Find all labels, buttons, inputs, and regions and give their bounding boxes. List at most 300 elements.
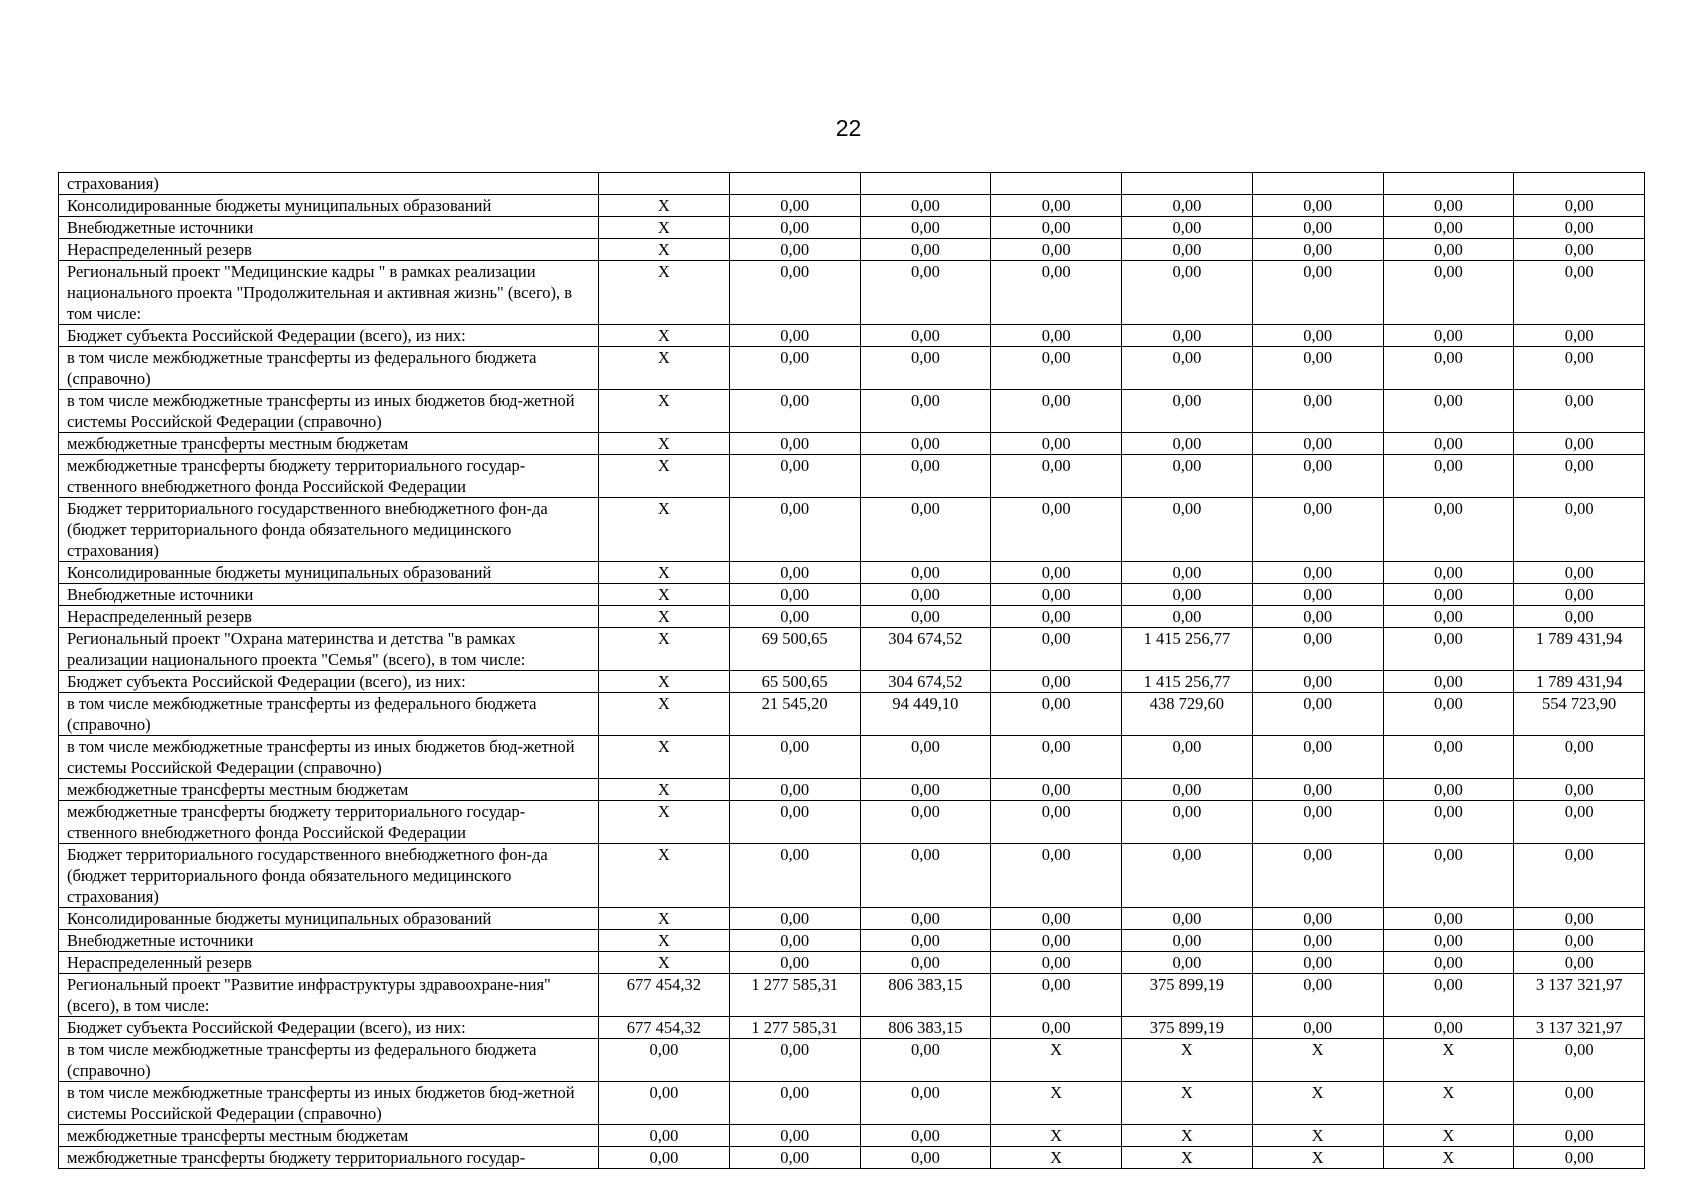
value-cell: 0,00 xyxy=(1252,908,1383,930)
value-cell: 0,00 xyxy=(1383,261,1514,325)
value-cell: 3 137 321,97 xyxy=(1514,974,1645,1017)
row-label: Региональный проект "Развитие инфраструктуры здравоохране-ния" (всего), в том числе: xyxy=(59,974,599,1017)
value-cell: 0,00 xyxy=(599,1125,730,1147)
table-row xyxy=(59,844,1645,908)
value-cell: 0,00 xyxy=(1122,433,1253,455)
value-cell: 21 545,20 xyxy=(729,693,860,736)
value-cell: 0,00 xyxy=(860,261,991,325)
value-cell: 0,00 xyxy=(1383,606,1514,628)
value-cell: X xyxy=(599,562,730,584)
value-cell: 0,00 xyxy=(860,195,991,217)
value-cell xyxy=(1252,173,1383,195)
value-cell: 0,00 xyxy=(729,498,860,562)
value-cell: 0,00 xyxy=(729,930,860,952)
row-label: в том числе межбюджетные трансферты из федерального бюджета (справочно) xyxy=(59,347,599,390)
value-cell: 438 729,60 xyxy=(1122,693,1253,736)
value-cell: 0,00 xyxy=(1514,195,1645,217)
value-cell: X xyxy=(1122,1147,1253,1169)
value-cell: 0,00 xyxy=(1122,498,1253,562)
value-cell: 0,00 xyxy=(1122,952,1253,974)
row-label: Бюджет субъекта Российской Федерации (всего), из них: xyxy=(59,325,599,347)
value-cell: 0,00 xyxy=(1514,584,1645,606)
value-cell: 0,00 xyxy=(860,347,991,390)
value-cell: 0,00 xyxy=(1514,455,1645,498)
row-label: в том числе межбюджетные трансферты из федерального бюджета (справочно) xyxy=(59,693,599,736)
value-cell: 0,00 xyxy=(991,562,1122,584)
value-cell: 65 500,65 xyxy=(729,671,860,693)
value-cell: X xyxy=(991,1082,1122,1125)
value-cell: 0,00 xyxy=(1514,908,1645,930)
table-row xyxy=(59,628,1645,671)
value-cell: 0,00 xyxy=(860,930,991,952)
value-cell: 0,00 xyxy=(599,1082,730,1125)
value-cell: 0,00 xyxy=(1514,1082,1645,1125)
row-label: Бюджет территориального государственного внебюджетного фон-да (бюджет территориального фонда обязательного медицинского страхования) xyxy=(59,844,599,908)
value-cell: 375 899,19 xyxy=(1122,974,1253,1017)
value-cell: X xyxy=(599,908,730,930)
table-row xyxy=(59,584,1645,606)
value-cell: 0,00 xyxy=(1122,347,1253,390)
value-cell: 0,00 xyxy=(991,433,1122,455)
value-cell: 0,00 xyxy=(860,844,991,908)
value-cell: 0,00 xyxy=(729,584,860,606)
value-cell: 0,00 xyxy=(1514,433,1645,455)
value-cell: 0,00 xyxy=(1383,974,1514,1017)
row-label: межбюджетные трансферты местным бюджетам xyxy=(59,779,599,801)
value-cell: 0,00 xyxy=(1122,217,1253,239)
value-cell: 0,00 xyxy=(991,455,1122,498)
value-cell: 94 449,10 xyxy=(860,693,991,736)
value-cell: 0,00 xyxy=(1252,801,1383,844)
value-cell: 0,00 xyxy=(1383,217,1514,239)
value-cell: 0,00 xyxy=(1122,239,1253,261)
value-cell: X xyxy=(599,261,730,325)
value-cell: 0,00 xyxy=(991,239,1122,261)
value-cell: 0,00 xyxy=(729,952,860,974)
table-row xyxy=(59,1082,1645,1125)
table-row xyxy=(59,347,1645,390)
value-cell: 1 415 256,77 xyxy=(1122,671,1253,693)
value-cell: 0,00 xyxy=(1514,261,1645,325)
row-label: Бюджет субъекта Российской Федерации (всего), из них: xyxy=(59,671,599,693)
value-cell: 0,00 xyxy=(991,628,1122,671)
value-cell: 0,00 xyxy=(1383,433,1514,455)
value-cell: 1 415 256,77 xyxy=(1122,628,1253,671)
value-cell: 0,00 xyxy=(1514,801,1645,844)
table-row xyxy=(59,606,1645,628)
value-cell: 0,00 xyxy=(729,455,860,498)
value-cell: 0,00 xyxy=(1252,347,1383,390)
row-label: Региональный проект "Охрана материнства и детства "в рамках реализации национального проекта "Семья" (всего), в том числе: xyxy=(59,628,599,671)
value-cell: 0,00 xyxy=(1383,325,1514,347)
value-cell: 0,00 xyxy=(599,1039,730,1082)
value-cell: 0,00 xyxy=(991,606,1122,628)
value-cell: 0,00 xyxy=(729,562,860,584)
value-cell: X xyxy=(991,1125,1122,1147)
value-cell: 0,00 xyxy=(1383,952,1514,974)
value-cell: 0,00 xyxy=(1122,390,1253,433)
table-row xyxy=(59,390,1645,433)
value-cell: 0,00 xyxy=(991,347,1122,390)
value-cell: 0,00 xyxy=(1122,844,1253,908)
page-number: 22 xyxy=(835,115,862,141)
value-cell: 0,00 xyxy=(1383,671,1514,693)
value-cell: 0,00 xyxy=(1252,974,1383,1017)
value-cell: 0,00 xyxy=(729,390,860,433)
value-cell: 0,00 xyxy=(860,498,991,562)
value-cell: 0,00 xyxy=(1252,930,1383,952)
value-cell: 0,00 xyxy=(1252,195,1383,217)
value-cell: X xyxy=(599,693,730,736)
value-cell: X xyxy=(1383,1082,1514,1125)
row-label: Внебюджетные источники xyxy=(59,217,599,239)
table-row xyxy=(59,498,1645,562)
row-label: Консолидированные бюджеты муниципальных образований xyxy=(59,908,599,930)
value-cell: 0,00 xyxy=(1383,844,1514,908)
value-cell: 0,00 xyxy=(1514,1039,1645,1082)
value-cell: 0,00 xyxy=(729,801,860,844)
value-cell: 69 500,65 xyxy=(729,628,860,671)
table-row xyxy=(59,562,1645,584)
value-cell: 0,00 xyxy=(991,736,1122,779)
row-label: межбюджетные трансферты бюджету территориального государ-ственного внебюджетного фонда Российской Федерации xyxy=(59,801,599,844)
value-cell: 0,00 xyxy=(1383,801,1514,844)
row-label: Внебюджетные источники xyxy=(59,584,599,606)
value-cell: 0,00 xyxy=(1252,584,1383,606)
row-label: Внебюджетные источники xyxy=(59,930,599,952)
value-cell: 0,00 xyxy=(991,908,1122,930)
value-cell: X xyxy=(599,606,730,628)
value-cell: 0,00 xyxy=(860,584,991,606)
table-row xyxy=(59,325,1645,347)
row-label: в том числе межбюджетные трансферты из иных бюджетов бюд-жетной системы Российской Федерации (справочно) xyxy=(59,390,599,433)
value-cell: X xyxy=(1122,1082,1253,1125)
table-row xyxy=(59,671,1645,693)
value-cell: 0,00 xyxy=(991,217,1122,239)
value-cell: 0,00 xyxy=(729,239,860,261)
value-cell: 0,00 xyxy=(991,584,1122,606)
value-cell: 0,00 xyxy=(1383,736,1514,779)
value-cell: 0,00 xyxy=(860,390,991,433)
value-cell: X xyxy=(1122,1039,1253,1082)
value-cell: 375 899,19 xyxy=(1122,1017,1253,1039)
value-cell: 0,00 xyxy=(1252,952,1383,974)
value-cell: X xyxy=(599,844,730,908)
value-cell xyxy=(991,173,1122,195)
value-cell: 1 277 585,31 xyxy=(729,1017,860,1039)
value-cell: 0,00 xyxy=(729,606,860,628)
value-cell: 0,00 xyxy=(991,952,1122,974)
value-cell: X xyxy=(599,217,730,239)
value-cell: X xyxy=(599,325,730,347)
value-cell: X xyxy=(1252,1125,1383,1147)
value-cell: 0,00 xyxy=(1122,908,1253,930)
value-cell: X xyxy=(1383,1147,1514,1169)
value-cell: X xyxy=(1252,1039,1383,1082)
value-cell: 677 454,32 xyxy=(599,1017,730,1039)
value-cell: 0,00 xyxy=(1122,930,1253,952)
value-cell: 0,00 xyxy=(860,562,991,584)
value-cell: 304 674,52 xyxy=(860,628,991,671)
value-cell: 0,00 xyxy=(991,195,1122,217)
value-cell: X xyxy=(991,1147,1122,1169)
value-cell: X xyxy=(599,433,730,455)
value-cell: 0,00 xyxy=(1252,606,1383,628)
row-label: Бюджет территориального государственного внебюджетного фон-да (бюджет территориального фонда обязательного медицинского страхования) xyxy=(59,498,599,562)
value-cell: 0,00 xyxy=(860,606,991,628)
row-label: в том числе межбюджетные трансферты из иных бюджетов бюд-жетной системы Российской Федерации (справочно) xyxy=(59,736,599,779)
value-cell: 0,00 xyxy=(1252,498,1383,562)
value-cell: 0,00 xyxy=(1514,217,1645,239)
value-cell: X xyxy=(1383,1039,1514,1082)
value-cell: 0,00 xyxy=(1122,584,1253,606)
value-cell: 0,00 xyxy=(1514,844,1645,908)
value-cell: 0,00 xyxy=(1252,844,1383,908)
value-cell: 0,00 xyxy=(1252,239,1383,261)
value-cell: 806 383,15 xyxy=(860,1017,991,1039)
value-cell: 1 277 585,31 xyxy=(729,974,860,1017)
value-cell: 0,00 xyxy=(1383,779,1514,801)
value-cell: 0,00 xyxy=(991,801,1122,844)
row-label: Нераспределенный резерв xyxy=(59,239,599,261)
value-cell xyxy=(1383,173,1514,195)
value-cell: X xyxy=(1383,1125,1514,1147)
value-cell: 0,00 xyxy=(991,974,1122,1017)
value-cell: 0,00 xyxy=(1122,736,1253,779)
value-cell: 0,00 xyxy=(1122,195,1253,217)
value-cell: 0,00 xyxy=(729,433,860,455)
value-cell: X xyxy=(599,801,730,844)
value-cell: 0,00 xyxy=(1383,390,1514,433)
value-cell: 0,00 xyxy=(1383,908,1514,930)
value-cell: 0,00 xyxy=(1252,217,1383,239)
table-row xyxy=(59,1147,1645,1169)
value-cell: 0,00 xyxy=(860,779,991,801)
value-cell: 0,00 xyxy=(1122,261,1253,325)
row-label: в том числе межбюджетные трансферты из иных бюджетов бюд-жетной системы Российской Федерации (справочно) xyxy=(59,1082,599,1125)
value-cell xyxy=(729,173,860,195)
table-row xyxy=(59,779,1645,801)
value-cell: X xyxy=(1252,1147,1383,1169)
value-cell: 0,00 xyxy=(1514,736,1645,779)
value-cell: 0,00 xyxy=(1122,801,1253,844)
value-cell: X xyxy=(599,930,730,952)
table-row xyxy=(59,736,1645,779)
value-cell: 0,00 xyxy=(1252,779,1383,801)
value-cell: 0,00 xyxy=(1383,628,1514,671)
value-cell: 0,00 xyxy=(599,1147,730,1169)
value-cell: X xyxy=(599,736,730,779)
value-cell: 0,00 xyxy=(1122,606,1253,628)
value-cell: 0,00 xyxy=(1514,239,1645,261)
table-row xyxy=(59,195,1645,217)
value-cell: 0,00 xyxy=(729,325,860,347)
value-cell: 0,00 xyxy=(860,1039,991,1082)
row-label: Региональный проект "Медицинские кадры " в рамках реализации национального проекта "Продолжительная и активная жизнь" (всего), в том числе: xyxy=(59,261,599,325)
table-row xyxy=(59,173,1645,195)
value-cell: 0,00 xyxy=(1514,779,1645,801)
value-cell: 0,00 xyxy=(1514,325,1645,347)
value-cell: X xyxy=(599,952,730,974)
value-cell: 554 723,90 xyxy=(1514,693,1645,736)
table-row xyxy=(59,217,1645,239)
value-cell: 0,00 xyxy=(1514,952,1645,974)
value-cell: 0,00 xyxy=(729,1039,860,1082)
value-cell: X xyxy=(991,1039,1122,1082)
value-cell: 0,00 xyxy=(860,908,991,930)
value-cell: 0,00 xyxy=(1514,606,1645,628)
value-cell: 0,00 xyxy=(729,908,860,930)
value-cell: 0,00 xyxy=(1122,325,1253,347)
value-cell xyxy=(1514,173,1645,195)
row-label: Нераспределенный резерв xyxy=(59,952,599,974)
table-row xyxy=(59,930,1645,952)
row-label: Консолидированные бюджеты муниципальных образований xyxy=(59,195,599,217)
table-row xyxy=(59,239,1645,261)
value-cell: X xyxy=(1122,1125,1253,1147)
value-cell: 0,00 xyxy=(991,671,1122,693)
value-cell: 0,00 xyxy=(991,930,1122,952)
value-cell: 0,00 xyxy=(860,325,991,347)
table-row xyxy=(59,1017,1645,1039)
value-cell: 0,00 xyxy=(1383,584,1514,606)
value-cell: X xyxy=(599,195,730,217)
value-cell xyxy=(860,173,991,195)
value-cell: 0,00 xyxy=(1383,693,1514,736)
table-row xyxy=(59,952,1645,974)
budget-table xyxy=(58,172,1645,1169)
value-cell: 0,00 xyxy=(860,952,991,974)
value-cell: 0,00 xyxy=(860,433,991,455)
value-cell: 0,00 xyxy=(1514,347,1645,390)
value-cell: X xyxy=(1252,1082,1383,1125)
value-cell: 0,00 xyxy=(1252,455,1383,498)
value-cell: X xyxy=(599,628,730,671)
value-cell: 0,00 xyxy=(860,239,991,261)
value-cell: 0,00 xyxy=(991,693,1122,736)
value-cell: 304 674,52 xyxy=(860,671,991,693)
value-cell: 0,00 xyxy=(1122,779,1253,801)
value-cell: 0,00 xyxy=(1252,390,1383,433)
value-cell: 0,00 xyxy=(729,779,860,801)
value-cell: 0,00 xyxy=(860,801,991,844)
value-cell: X xyxy=(599,584,730,606)
table-row xyxy=(59,908,1645,930)
value-cell: 0,00 xyxy=(1514,562,1645,584)
row-label: страхования) xyxy=(59,173,599,195)
value-cell: 0,00 xyxy=(860,736,991,779)
table-row xyxy=(59,261,1645,325)
value-cell: X xyxy=(599,347,730,390)
value-cell: 0,00 xyxy=(860,217,991,239)
value-cell: 0,00 xyxy=(1383,239,1514,261)
value-cell: 0,00 xyxy=(729,1125,860,1147)
value-cell: 0,00 xyxy=(1252,562,1383,584)
value-cell: 0,00 xyxy=(1383,455,1514,498)
value-cell: 0,00 xyxy=(1252,1017,1383,1039)
value-cell: 0,00 xyxy=(1514,390,1645,433)
value-cell: 0,00 xyxy=(860,1082,991,1125)
value-cell: 0,00 xyxy=(991,498,1122,562)
value-cell: X xyxy=(599,498,730,562)
value-cell: 0,00 xyxy=(991,1017,1122,1039)
value-cell: 0,00 xyxy=(1514,930,1645,952)
value-cell: 0,00 xyxy=(1252,628,1383,671)
value-cell: 1 789 431,94 xyxy=(1514,671,1645,693)
value-cell: 0,00 xyxy=(729,1082,860,1125)
row-label: Нераспределенный резерв xyxy=(59,606,599,628)
value-cell: 0,00 xyxy=(1252,433,1383,455)
value-cell: 0,00 xyxy=(860,1147,991,1169)
row-label: межбюджетные трансферты бюджету территориального государ- xyxy=(59,1147,599,1169)
value-cell: 0,00 xyxy=(1252,671,1383,693)
row-label: в том числе межбюджетные трансферты из федерального бюджета (справочно) xyxy=(59,1039,599,1082)
row-label: межбюджетные трансферты местным бюджетам xyxy=(59,1125,599,1147)
value-cell: 0,00 xyxy=(991,325,1122,347)
value-cell: X xyxy=(599,779,730,801)
value-cell: 0,00 xyxy=(729,347,860,390)
budget-table-body xyxy=(59,173,1645,1169)
value-cell: X xyxy=(599,455,730,498)
value-cell: 0,00 xyxy=(1122,455,1253,498)
value-cell: 806 383,15 xyxy=(860,974,991,1017)
table-row xyxy=(59,693,1645,736)
value-cell: 0,00 xyxy=(1514,1147,1645,1169)
value-cell: 0,00 xyxy=(1122,562,1253,584)
value-cell: X xyxy=(599,671,730,693)
value-cell: 0,00 xyxy=(729,217,860,239)
row-label: межбюджетные трансферты местным бюджетам xyxy=(59,433,599,455)
table-row xyxy=(59,1125,1645,1147)
value-cell: 0,00 xyxy=(1383,195,1514,217)
value-cell: 0,00 xyxy=(991,779,1122,801)
row-label: Бюджет субъекта Российской Федерации (всего), из них: xyxy=(59,1017,599,1039)
value-cell: 0,00 xyxy=(729,736,860,779)
value-cell: 0,00 xyxy=(729,261,860,325)
value-cell: 677 454,32 xyxy=(599,974,730,1017)
value-cell xyxy=(1122,173,1253,195)
value-cell: 0,00 xyxy=(1383,1017,1514,1039)
value-cell: 0,00 xyxy=(1514,1125,1645,1147)
value-cell: 0,00 xyxy=(1252,736,1383,779)
value-cell: 0,00 xyxy=(1383,498,1514,562)
value-cell: 0,00 xyxy=(860,1125,991,1147)
table-row xyxy=(59,1039,1645,1082)
value-cell: 0,00 xyxy=(1252,693,1383,736)
value-cell: 0,00 xyxy=(860,455,991,498)
value-cell: 0,00 xyxy=(729,195,860,217)
value-cell: 0,00 xyxy=(729,1147,860,1169)
value-cell: 0,00 xyxy=(991,261,1122,325)
value-cell: 3 137 321,97 xyxy=(1514,1017,1645,1039)
value-cell: 0,00 xyxy=(1252,261,1383,325)
value-cell: 0,00 xyxy=(729,844,860,908)
value-cell: 0,00 xyxy=(991,390,1122,433)
value-cell: 1 789 431,94 xyxy=(1514,628,1645,671)
row-label: Консолидированные бюджеты муниципальных образований xyxy=(59,562,599,584)
table-row xyxy=(59,974,1645,1017)
value-cell: 0,00 xyxy=(1383,562,1514,584)
table-row xyxy=(59,433,1645,455)
value-cell: X xyxy=(599,239,730,261)
value-cell: 0,00 xyxy=(991,844,1122,908)
value-cell xyxy=(599,173,730,195)
row-label: межбюджетные трансферты бюджету территориального государ-ственного внебюджетного фонда Российской Федерации xyxy=(59,455,599,498)
value-cell: 0,00 xyxy=(1383,347,1514,390)
value-cell: X xyxy=(599,390,730,433)
value-cell: 0,00 xyxy=(1252,325,1383,347)
table-row xyxy=(59,801,1645,844)
